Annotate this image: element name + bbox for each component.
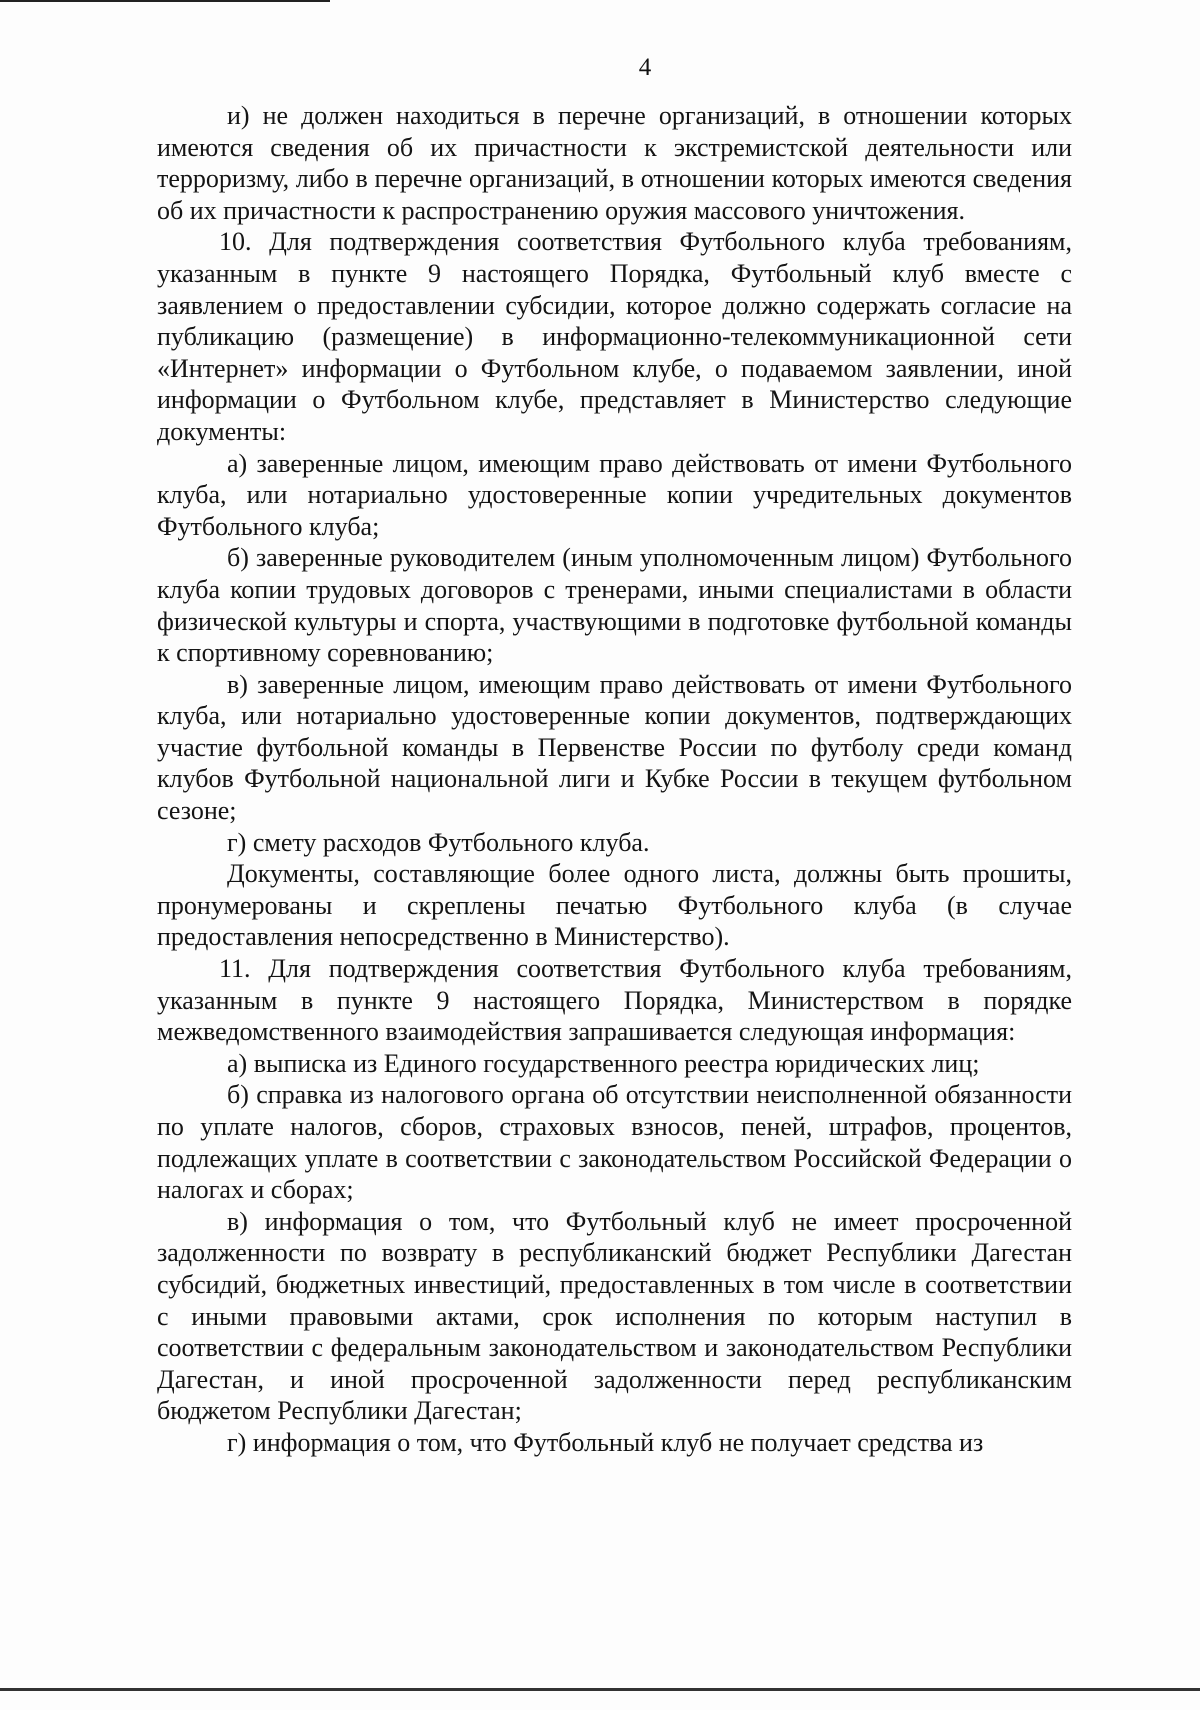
paragraph-11-a: а) выписка из Единого государственного реестра юридических лиц; (227, 1048, 980, 1078)
paragraph-10-a: а) заверенные лицом, имеющим право действовать от имени Футбольного клуба, или нотариально удостоверенные копии учредительных документов Футбольного клуба; (157, 448, 1072, 541)
paragraph-10-b: б) заверенные руководителем (иным уполномоченным лицом) Футбольного клуба копии трудовых договоров с тренерами, иными специалистами в области физической культуры и спорта, участвующими в подготовке футбольной команды к спортивному соревнованию; (157, 543, 1072, 668)
document-body (157, 100, 1072, 1459)
scan-edge-line-top (0, 0, 330, 2)
paragraph-documents-note: Документы, составляющие более одного листа, должны быть прошиты, пронумерованы и скреплены печатью Футбольного клуба (в случае предоставления непосредственно в Министерство). (157, 859, 1072, 952)
paragraph-11-b: б) справка из налогового органа об отсутствии неисполненной обязанности по уплате налогов, сборов, страховых взносов, пеней, штрафов, процентов, подлежащих уплате в соответствии с законодательством Российской Федерации о налогах и сборах; (157, 1080, 1072, 1205)
paragraph-11-v: в) информация о том, что Футбольный клуб не имеет просроченной задолженности по возврату в республиканский бюджет Республики Дагестан субсидий, бюджетных инвестиций, предоставленных в том числе в соответствии с иными правовыми актами, срок исполнения по которым наступил в соответствии с федеральным законодательством и законодательством Республики Дагестан, и иной просроченной задолженности перед республиканским бюджетом Республики Дагестан; (157, 1206, 1072, 1426)
paragraph-item-i: и) не должен находиться в перечне организаций, в отношении которых имеются сведения об их причастности к экстремистской деятельности или терроризму, либо в перечне организаций, в отношении которых имеются сведения об их причастности к распространению оружия массового уничтожения. (157, 101, 1072, 225)
paragraph-10-g: г) смету расходов Футбольного клуба. (227, 827, 650, 857)
scan-edge-line-bottom (0, 1688, 1200, 1691)
paragraph-11-g: г) информация о том, что Футбольный клуб не получает средства из (227, 1427, 984, 1457)
paragraph-11: 11. Для подтверждения соответствия Футбольного клуба требованиям, указанным в пункте 9 настоящего Порядка, Министерством в порядке межведомственного взаимодействия запрашивается следующая информация: (157, 954, 1072, 1047)
paragraph-10-v: в) заверенные лицом, имеющим право действовать от имени Футбольного клуба, или нотариально удостоверенные копии документов, подтверждающих участие футбольной команды в Первенстве России по футболу среди команд клубов Футбольной национальной лиги и Кубке России в текущем футбольном сезоне; (157, 669, 1072, 826)
paragraph-10: 10. Для подтверждения соответствия Футбольного клуба требованиям, указанным в пункте 9 настоящего Порядка, Футбольный клуб вместе с заявлением о предоставлении субсидии, которое должно содержать согласие на публикацию (размещение) в информационно-телекоммуникационной сети «Интернет» информации о Футбольном клубе, о подаваемом заявлении, иной информации о Футбольном клубе, представляет в Министерство следующие документы: (157, 227, 1072, 446)
page-number: 4 (638, 54, 652, 81)
